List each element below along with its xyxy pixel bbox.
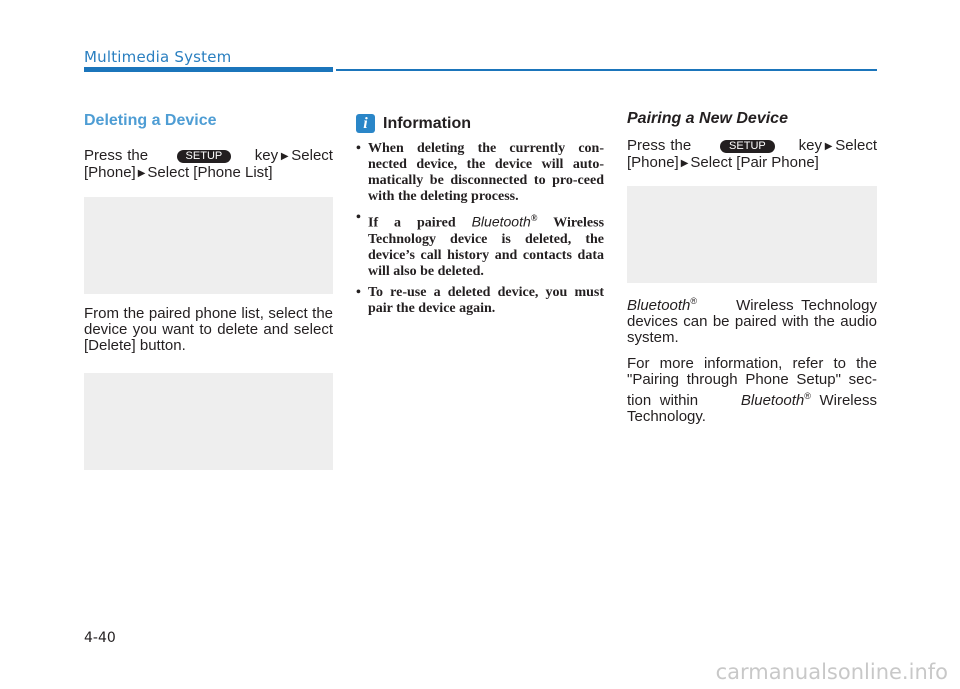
press-text: Press the [84, 147, 149, 164]
registered-mark: ® [690, 296, 698, 306]
bullet-text: Wireless Technology device is deleted, the device’s call history and contacts data will also be deleted. [368, 215, 605, 279]
list-item: • When deleting the currently con-nected device, the device will auto-matically be disconnected to pro-ceed with the deleting process. [356, 141, 604, 205]
select-text: Select [291, 147, 333, 164]
deleting-device-heading: Deleting a Device [84, 112, 217, 129]
page-number: 4-40 [84, 630, 116, 646]
delete-description: From the paired phone list, select the device you want to delete and select [Delete] button. [84, 305, 333, 354]
info-icon: i [356, 114, 375, 133]
triangle-right-icon: ▶ [823, 141, 834, 152]
paragraph-text: For more information, refer to the "Pairing through Phone Setup" sec-tion within [627, 355, 877, 409]
pairing-heading: Pairing a New Device [627, 110, 788, 127]
header-rule-thin [336, 69, 877, 71]
bullet-text: If a paired [368, 215, 456, 231]
select-phone-list-text: Select [Phone List] [147, 164, 273, 181]
header-rule-thick [84, 67, 333, 72]
bluetooth-text: Bluetooth [627, 297, 691, 314]
setup-key-badge: SETUP [177, 150, 232, 163]
registered-mark: ® [804, 391, 811, 401]
section-title: Multimedia System [84, 48, 232, 66]
paragraph-text: Wireless Technology. [627, 392, 877, 425]
list-item [356, 210, 604, 280]
press-text: Press the [627, 137, 692, 154]
bluetooth-pairing-description [627, 293, 877, 346]
select-text: Select [835, 137, 877, 154]
information-header [356, 114, 604, 133]
setup-key-badge: SETUP [720, 140, 775, 153]
key-text: key [798, 137, 822, 154]
screenshot-placeholder-phone-list [84, 197, 333, 294]
left-column [84, 108, 333, 470]
bluetooth-text: Bluetooth [471, 213, 531, 230]
pairing-instructions [627, 138, 877, 172]
screenshot-placeholder-pair-phone [627, 186, 877, 283]
key-text: key [254, 147, 279, 164]
triangle-right-icon: ▶ [680, 158, 689, 169]
select-pair-phone-text: Select [Pair Phone] [690, 154, 819, 171]
list-item: • To re-use a deleted device, you must pair the device again. [356, 285, 604, 317]
bluetooth-text: Bluetooth [740, 392, 805, 409]
deleting-instructions [84, 148, 333, 182]
information-list [356, 141, 604, 317]
watermark-link[interactable]: carmanualsonline.info [715, 660, 948, 684]
paragraph-text: Wireless Technology devices can be paired with the audio system. [627, 297, 877, 346]
screenshot-placeholder-delete [84, 373, 333, 470]
phone-text: [Phone] [84, 164, 136, 181]
phone-text: [Phone] [627, 154, 679, 171]
middle-column [356, 108, 604, 322]
registered-mark: ® [530, 213, 538, 223]
more-information-paragraph [627, 356, 877, 425]
triangle-right-icon: ▶ [137, 168, 146, 179]
right-column [627, 108, 877, 425]
information-title: Information [383, 114, 471, 132]
triangle-right-icon: ▶ [280, 151, 290, 162]
